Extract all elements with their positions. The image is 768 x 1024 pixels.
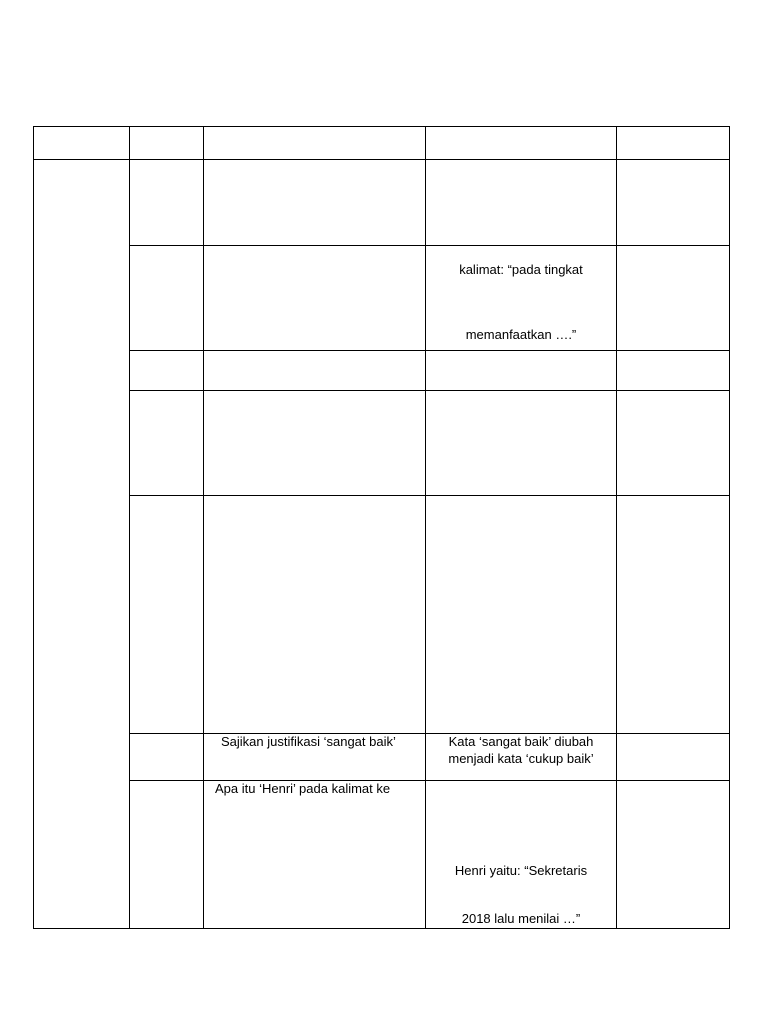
- row-5-cell-2: [129, 495, 204, 734]
- header-cell-3: [203, 126, 426, 160]
- header-cell-4: [425, 126, 617, 160]
- row-7-col-4-text-line-1: Henri yaitu: “Sekretaris: [454, 863, 588, 878]
- row-2-text-line-1: kalimat: “pada tingkat: [459, 262, 583, 277]
- header-cell-5: [616, 126, 730, 160]
- row-7-cell-2: [129, 780, 204, 929]
- row-3-cell-4: [425, 350, 617, 391]
- row-4-cell-3: [203, 390, 426, 496]
- row-6-cell-5: [616, 733, 730, 781]
- row-4-cell-5: [616, 390, 730, 496]
- row-2-cell-2: [129, 245, 204, 351]
- row-6-col-3-text: Sajikan justifikasi ‘sangat baik’: [221, 734, 396, 749]
- merged-first-column-cell: [33, 159, 130, 929]
- row-6-cell-2: [129, 733, 204, 781]
- row-7-col-3-text: Apa itu ‘Henri’ pada kalimat ke: [215, 781, 391, 796]
- row-2-text-line-2: memanfaatkan ….”: [465, 327, 577, 342]
- row-3-cell-2: [129, 350, 204, 391]
- row-1-cell-2: [129, 159, 204, 246]
- row-1-cell-3: [203, 159, 426, 246]
- row-7-col-4-text-line-2: 2018 lalu menilai …”: [461, 911, 581, 926]
- row-5-cell-5: [616, 495, 730, 734]
- row-5-cell-4: [425, 495, 617, 734]
- row-6-col-4-text-line-2: menjadi kata ‘cukup baik’: [448, 751, 594, 766]
- row-3-cell-3: [203, 350, 426, 391]
- row-3-cell-5: [616, 350, 730, 391]
- header-cell-2: [129, 126, 204, 160]
- header-cell-1: [33, 126, 130, 160]
- row-5-cell-3: [203, 495, 426, 734]
- row-6-col-4-text-line-1: Kata ‘sangat baik’ diubah: [448, 734, 594, 749]
- row-1-cell-4: [425, 159, 617, 246]
- row-4-cell-4: [425, 390, 617, 496]
- row-2-cell-5: [616, 245, 730, 351]
- row-7-cell-4: [425, 780, 617, 929]
- row-7-cell-5: [616, 780, 730, 929]
- row-2-cell-3: [203, 245, 426, 351]
- row-7-cell-3: [203, 780, 426, 929]
- row-1-cell-5: [616, 159, 730, 246]
- row-4-cell-2: [129, 390, 204, 496]
